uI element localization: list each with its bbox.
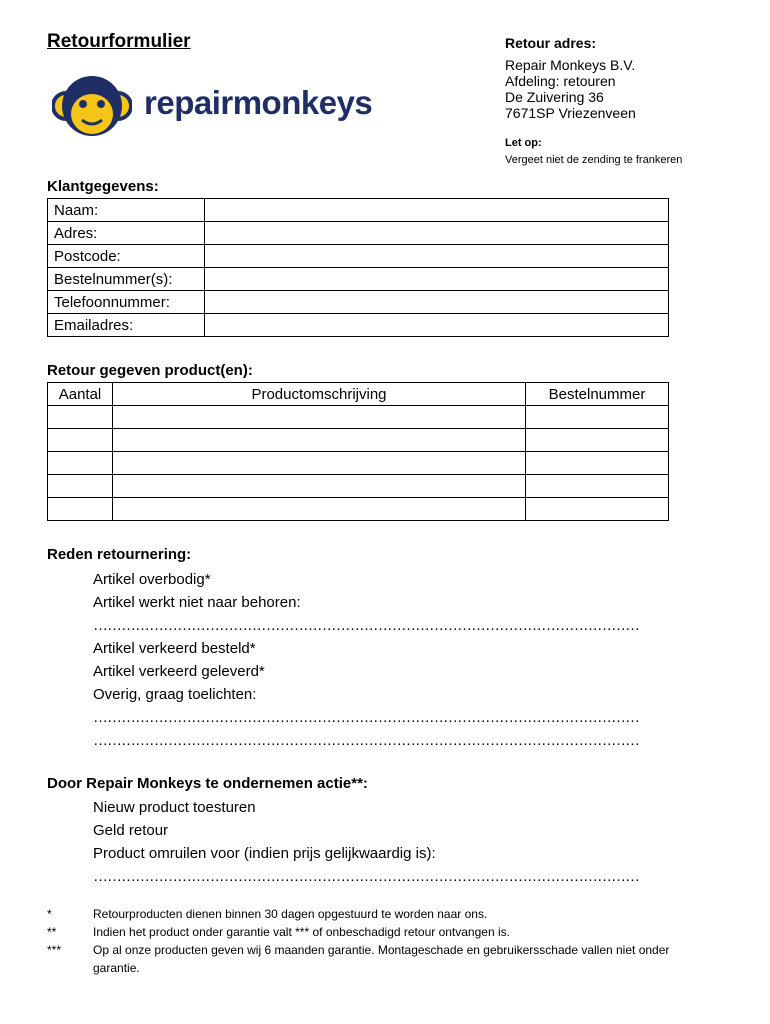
customer-table (47, 198, 669, 337)
table-row (48, 452, 669, 475)
name-field[interactable] (205, 199, 669, 222)
table-cell[interactable] (526, 429, 669, 452)
table-row (48, 406, 669, 429)
email-field[interactable] (205, 314, 669, 337)
table-cell[interactable] (113, 452, 526, 475)
table-cell[interactable] (113, 475, 526, 498)
table-cell[interactable] (48, 452, 113, 475)
field-label-order-number: Bestelnummer(s): (48, 268, 205, 291)
fill-in-line[interactable]: ……………………………………………………………………………………………………… (93, 709, 639, 726)
column-header-quantity: Aantal (48, 383, 113, 406)
fill-in-line[interactable]: ……………………………………………………………………………………………………… (93, 617, 639, 634)
return-address-block (505, 35, 682, 168)
action-option[interactable]: Nieuw product toesturen (93, 799, 256, 816)
reason-option[interactable]: Artikel overbodig* (93, 571, 211, 588)
action-option[interactable]: Geld retour (93, 822, 169, 839)
table-row (48, 475, 669, 498)
reason-option[interactable]: Artikel werkt niet naar behoren: (93, 594, 301, 611)
address-line: 7671SP Vriezenveen (505, 105, 636, 121)
table-cell[interactable] (48, 406, 113, 429)
reason-option[interactable]: Overig, graag toelichten: (93, 686, 257, 703)
address-line: Repair Monkeys B.V. (505, 57, 636, 73)
logo-wordmark: repairmonkeys (144, 84, 373, 121)
field-label-address: Adres: (48, 222, 205, 245)
reason-option[interactable]: Artikel verkeerd besteld* (93, 640, 256, 657)
table-cell[interactable] (526, 498, 669, 521)
footnote-text: Op al onze producten geven wij 6 maanden garantie. Montageschade en gebruikersschade vallen niet onder garantie. (93, 943, 670, 975)
order-number-field[interactable] (205, 268, 669, 291)
footnote (47, 941, 713, 977)
monkey-icon (52, 70, 132, 142)
action-heading: Door Repair Monkeys te ondernemen actie**: (47, 775, 368, 792)
action-option[interactable]: Product omruilen voor (indien prijs gelijkwaardig is): (93, 845, 436, 862)
column-header-description: Productomschrijving (113, 383, 526, 406)
table-cell[interactable] (526, 406, 669, 429)
footnote-text: Indien het product onder garantie valt *** of onbeschadigd retour ontvangen is. (93, 925, 510, 939)
field-label-phone: Telefoonnummer: (48, 291, 205, 314)
customer-heading: Klantgegevens: (47, 178, 159, 195)
table-cell[interactable] (113, 406, 526, 429)
table-row (48, 498, 669, 521)
page-title: Retourformulier (47, 31, 191, 52)
footnotes (47, 905, 713, 977)
footnote-text: Retourproducten dienen binnen 30 dagen opgestuurd te worden naar ons. (93, 907, 488, 921)
fill-in-line[interactable]: ……………………………………………………………………………………………………… (93, 868, 639, 885)
postcode-field[interactable] (205, 245, 669, 268)
table-cell[interactable] (526, 475, 669, 498)
address-line: Afdeling: retouren (505, 73, 616, 89)
table-cell[interactable] (113, 429, 526, 452)
footnote (47, 923, 713, 941)
return-address-heading: Retour adres: (505, 35, 597, 51)
table-cell[interactable] (48, 429, 113, 452)
address-field[interactable] (205, 222, 669, 245)
table-cell[interactable] (48, 498, 113, 521)
table-cell[interactable] (48, 475, 113, 498)
footnote (47, 905, 713, 923)
reason-list (93, 568, 639, 752)
reason-option[interactable]: Artikel verkeerd geleverd* (93, 663, 265, 680)
footnote-mark: * (47, 907, 52, 921)
column-header-order-number: Bestelnummer (526, 383, 669, 406)
fill-in-line[interactable]: ……………………………………………………………………………………………………… (93, 732, 639, 749)
footnote-mark: ** (47, 925, 57, 939)
action-list (93, 796, 639, 888)
table-row (48, 429, 669, 452)
table-cell[interactable] (526, 452, 669, 475)
products-table (47, 382, 669, 521)
reason-heading: Reden retournering: (47, 546, 192, 563)
products-heading: Retour gegeven product(en): (47, 362, 253, 379)
field-label-postcode: Postcode: (48, 245, 205, 268)
field-label-email: Emailadres: (48, 314, 205, 337)
repairmonkeys-logo (52, 70, 397, 142)
note-text: Vergeet niet de zending te frankeren (505, 154, 683, 166)
address-line: De Zuivering 36 (505, 89, 604, 105)
footnote-mark: *** (47, 943, 62, 957)
field-label-name: Naam: (48, 199, 205, 222)
table-cell[interactable] (113, 498, 526, 521)
phone-field[interactable] (205, 291, 669, 314)
note-heading: Let op: (505, 137, 542, 149)
